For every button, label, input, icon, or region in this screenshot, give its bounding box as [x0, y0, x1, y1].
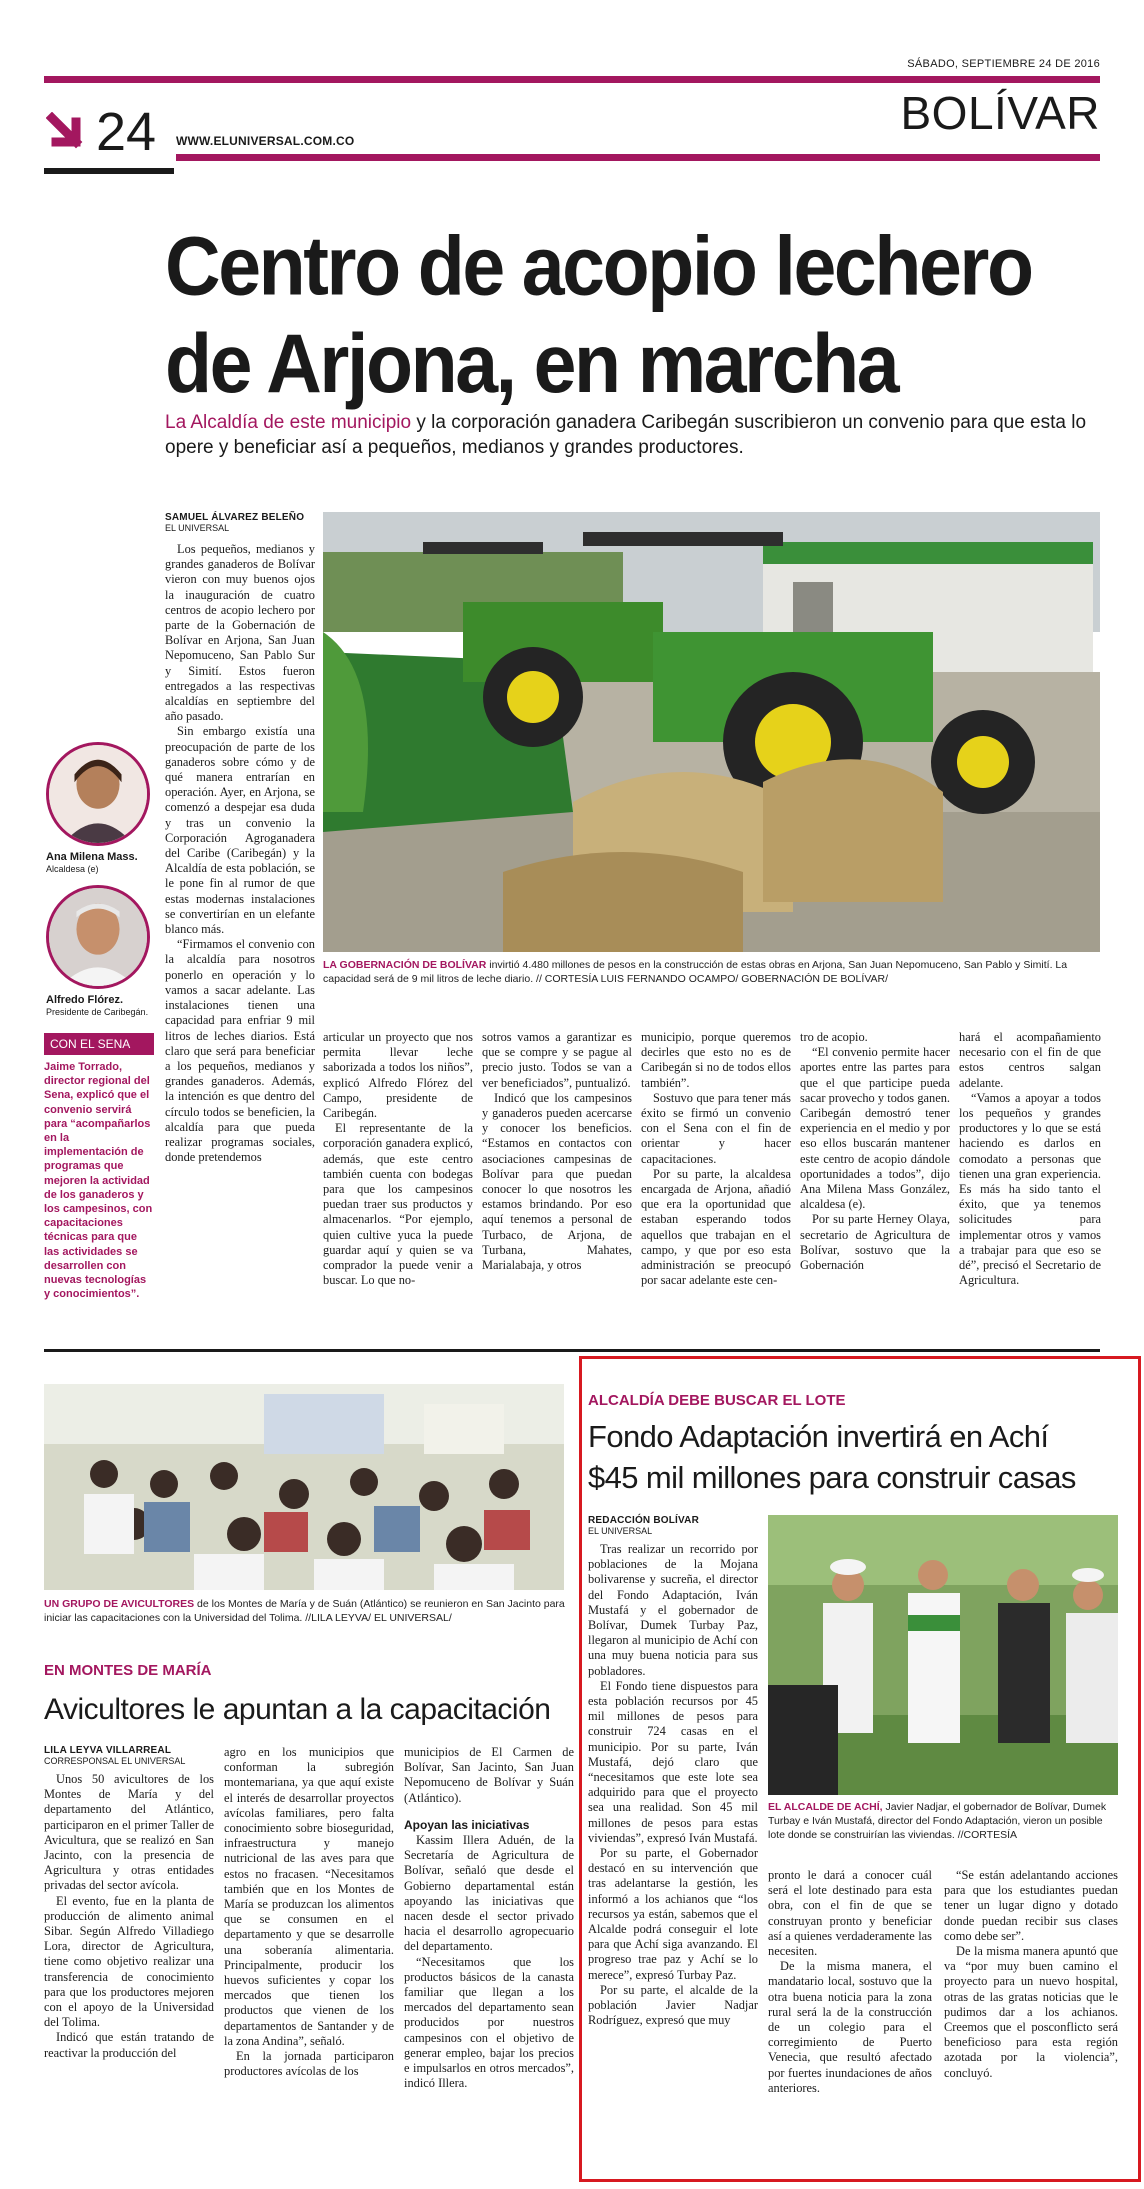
paragraph: articular un proyecto que nos permita llevar leche saborizada a todos los niños”, explicó Alfredo Flórez del Campo, presidente de Caribegán.: [323, 1030, 473, 1121]
paragraph: De la misma manera apuntó que va “por muy buen camino el proyecto para un nuevo hospital, otras de las gratas noticias que le pudimos dar a los achianos. Creemos que el posconflicto será beneficioso para esta región azotada por la violencia”, concluyó.: [944, 1944, 1118, 2080]
avicultores-kicker: EN MONTES DE MARÍA: [44, 1662, 212, 1679]
paragraph: En la jornada participaron productores avícolas de los: [224, 2049, 394, 2079]
caption-lead: LA GOBERNACIÓN DE BOLÍVAR: [323, 959, 487, 971]
byline-name: LILA LEYVA VILLARREAL: [44, 1745, 172, 1756]
paragraph: “Vamos a apoyar a todos los pequeños y grandes productores y lo que se está haciendo es darlos en comodato a personas que tienen una gran experiencia. Es más ha sido tanto el éxito, que ya tenemos solicitudes para implementar otros y vamos a trabajar para que eso se dé”, precisó el Secretario de Agricultura.: [959, 1090, 1101, 1288]
paragraph: municipios de El Carmen de Bolívar, San Jacinto, San Juan Nepomuceno de Bolívar y Suán (Atlántico).: [404, 1745, 574, 1805]
page-number: 24: [96, 102, 157, 162]
paragraph: Unos 50 avicultores de los Montes de María y del departamento del Atlántico, participaron en el primer Taller de Avicultura, que se realizó en San Jacinto, con la presencia de Agricultura y otras entidades privadas del sector avícola.: [44, 1772, 214, 1893]
main-headline-line2: de Arjona, en marcha: [165, 317, 898, 411]
byline-name: REDACCIÓN BOLÍVAR: [588, 1515, 699, 1526]
portrait2-name: Alfredo Flórez.: [46, 994, 124, 1006]
main-photo-caption: [323, 958, 1100, 986]
paragraph: sotros vamos a garantizar es que se compre y se pague al precio justo. Todos se van a ver beneficiados”, puntualizó.: [482, 1030, 632, 1090]
paragraph: hará el acompañamiento necesario con el fin de que estos centros salgan adelante.: [959, 1030, 1101, 1090]
paragraph: Sostuvo que para tener más éxito se firmó un convenio con el Sena con el fin de orientar y hacer capacitaciones.: [641, 1090, 791, 1166]
paragraph: Por su parte Herney Olaya, secretario de Agricultura de Bolívar, sostuvo que la Gobernación: [800, 1212, 950, 1273]
avatar-alfredo-florez: [46, 885, 150, 989]
subhead: Apoyan las iniciativas: [404, 1817, 530, 1832]
caption-lead: EL ALCALDE DE ACHÍ,: [768, 1801, 883, 1813]
main-column-2: [323, 1030, 473, 1288]
caption-rest: de los Montes de María y de Suán (Atlántico) se reunieron en San Jacinto para iniciar las capacitaciones con la Universidad del Tolima. //LILA LEYVA/ EL UNIVERSAL/: [44, 1598, 565, 1624]
paragraph: “Firmamos el convenio con la alcaldía para nosotros ponerlo en operación y lo vamos a sacar adelante. Las instalaciones tienen una capacidad para enfriar 9 mil litros de leches diarios. Está claro que será para beneficiar a los pequeños, medianos y grandes ganaderos. Además, la intención es que dentro del círculo todos se beneficien, la alcaldía para que pueda realizar programas sociales, donde pretendemos: [165, 937, 315, 1165]
paragraph: Por su parte, el alcalde de la población Javier Nadjar Rodríguez, expresó que muy: [588, 1982, 758, 2028]
avicultores-photo: [44, 1384, 564, 1590]
paragraph: Indicó que los campesinos y ganaderos pueden acercarse y conocer los beneficios. “Estamos en contactos con asociaciones campesinas de Bolívar para que puedan conocer lo que nosotros les estamos brindando. Por eso aquí tenemos a personal de Turbaco, de Arjona, de Turbana, Mahates, Marialabaja, y otros: [482, 1090, 632, 1273]
paragraph: Tras realizar un recorrido por poblaciones de la Mojana bolivarense y sucreña, el director del Fondo Adaptación, Iván Mustafá y el gobernador de Bolívar, Dumek Turbay Paz, llegaron al municipio de Achí con una muy buena noticia para sus pobladores.: [588, 1542, 758, 1678]
main-column-3: [482, 1030, 632, 1273]
fondo-column-3: [944, 1868, 1118, 2081]
paragraph: Por su parte, el Gobernador destacó en su intervención que tras adelantarse la gestión, les informó a los achianos que “los recursos ya están, sabemos que el Alcalde podrá conseguir el lote para que Achí siga avanzando. El progreso trae paz y Achí se lo merece”, expresó Turbay Paz.: [588, 1846, 758, 1982]
byline-org: EL UNIVERSAL: [165, 523, 230, 533]
fondo-photo: [768, 1515, 1118, 1795]
sidebar-title: CON EL SENA: [44, 1033, 154, 1055]
fondo-photo-caption: [768, 1800, 1118, 1842]
main-column-4: [641, 1030, 791, 1288]
fondo-headline: [588, 1416, 1133, 1498]
byline-org: CORRESPONSAL EL UNIVERSAL: [44, 1756, 186, 1766]
main-photo-tractors: [323, 512, 1100, 952]
main-column-5: [800, 1030, 950, 1273]
main-deck-rest: y la corporación ganadera Caribegán suscribieron un convenio para que esta lo opere y beneficiar así a pequeños, medianos y grandes productores.: [165, 412, 1087, 458]
avicultores-column-3: [404, 1745, 574, 2091]
portrait1-name: Ana Milena Mass.: [46, 851, 138, 863]
section-title: BOLÍVAR: [900, 87, 1100, 139]
section-divider: [44, 1349, 1100, 1352]
paragraph: pronto le dará a conocer cuál será el lote destinado para esta obra, con el fin de que se construyan pronto y beneficiar así a quienes verdaderamente las necesiten.: [768, 1868, 932, 1959]
arrow-icon: [46, 112, 92, 158]
portrait2-role: Presidente de Caribegán.: [46, 1007, 149, 1017]
header-url: WWW.ELUNIVERSAL.COM.CO: [176, 134, 355, 148]
page-number-block: [44, 96, 174, 174]
fondo-kicker: ALCALDÍA DEBE BUSCAR EL LOTE: [588, 1392, 846, 1409]
fondo-headline-line2: $45 mil millones para construir casas: [588, 1460, 1076, 1495]
avicultores-column-1: [44, 1772, 214, 2061]
paragraph: De la misma manera, el mandatario local, sostuvo que la otra buena noticia para la zona rural será la de la construcción de un colegio para el corregimiento de Puerto Venecia, que resultó afectado por fuertes inundaciones de años anteriores.: [768, 1959, 932, 2095]
main-intro-column: [165, 542, 315, 1165]
main-byline: [165, 512, 315, 533]
main-deck: [165, 410, 1100, 460]
caption-rest: invirtió 4.480 millones de pesos en la construcción de estas obras en Arjona, San Juan Nepomuceno, San Pablo y Simití. La capacidad será de 9 mil litros de leche diario. // CORTESÍA LUIS FERNANDO OCAMPO/ GOBERNACIÓN DE BOLÍVAR/: [323, 959, 1068, 985]
paragraph: tro de acopio.: [800, 1030, 868, 1044]
paragraph: El evento, fue en la planta de producción de alimento animal Sibar. Según Alfredo Villadiego Lora, director de Agricultura, tiene como objetivo realizar una transferencia de conocimiento para que los productores mejoren con el apoyo de la Universidad del Tolima.: [44, 1893, 214, 2030]
byline-name: SAMUEL ÁLVAREZ BELEÑO: [165, 512, 305, 523]
avicultores-headline: Avicultores le apuntan a la capacitación: [44, 1693, 551, 1726]
paragraph: Sin embargo existía una preocupación de parte de los ganaderos sobre cómo y de qué manera entrarían en operación. Ayer, en Arjona, se comenzó a despejar esa duda y tras un convenio la Corporación Agroganadera del Caribe (Caribegán) y la Alcaldía de esta población, se le pone fin al rumor de que estas modernas instalaciones se convertirían en un elefante blanco más.: [165, 724, 315, 937]
paragraph: Por su parte, la alcaldesa encargada de Arjona, añadió que era la oportunidad que estaban esperando todos aquellos que trabajan en el campo, y que por eso esta administración se preocupó por sacar adelante este cen-: [641, 1166, 791, 1288]
fondo-column-2: [768, 1868, 932, 2096]
paragraph: “Se están adelantando acciones para que los estudiantes puedan tener un lugar digno y dotado donde puedan recibir sus clases como debe ser”.: [944, 1868, 1118, 1943]
avicultores-photo-caption: [44, 1597, 569, 1625]
avatar-ana-milena-mass: [46, 742, 150, 846]
sidebar-text: Jaime Torrado, director regional del Sena, explicó que el convenio servirá para “acompañarlos en la implementación de programas que mejoren la actividad de los ganaderos y los campesinos, con capacitaciones técnicas para que las actividades se desarrollen con nuevas tecnologías y conocimientos”.: [44, 1061, 153, 1301]
paragraph: municipio, porque queremos decirles que esto no es de Caribegán si no de todos ellos también”.: [641, 1030, 791, 1090]
caption-rest: Javier Nadjar, el gobernador de Bolívar, Dumek Turbay e Iván Mustafá, director del Fondo Adaptación, vieron un posible lote donde se construirían las viviendas. //CORTESÍA: [768, 1801, 1107, 1841]
fondo-column-1: [588, 1542, 758, 2029]
caption-lead: UN GRUPO DE AVICULTORES: [44, 1598, 195, 1610]
paragraph: Kassim Illera Aduén, de la Secretaría de Agricultura de Bolívar, señaló que desde el Gobierno departamental están apoyando las iniciativas que nacen desde el sector privado hacia el desarrollo agropecuario del departamento.: [404, 1833, 574, 1954]
main-deck-lead: La Alcaldía de este municipio: [165, 412, 412, 433]
paragraph: Indicó que están tratando de reactivar la producción del: [44, 2030, 214, 2060]
paragraph: Los pequeños, medianos y grandes ganaderos de Bolívar vieron con muy buenos ojos la inauguración de cuatro centros de acopio lechero por parte de la Gobernación de Bolívar en Arjona, San Juan Nepomuceno, San Pablo Sur y Simití. Estos fueron entregados a las respectivas alcaldías en septiembre del año pasado.: [165, 542, 315, 724]
main-headline: [165, 218, 1095, 412]
portrait1-role: Alcaldesa (e): [46, 864, 99, 874]
main-column-6: [959, 1030, 1101, 1288]
avicultores-byline: [44, 1745, 214, 1766]
header-rule: [176, 154, 1100, 161]
paragraph: El representante de la corporación ganadera explicó, además, que este centro también cuenta con bodegas para que los campesinos puedan traer sus productos y almacenarlos. “Por ejemplo, quien cultive yuca la puede guardar aquí y quien se va comprador la puede venir a buscar. Lo que no-: [323, 1121, 473, 1288]
avicultores-column-2: [224, 1745, 394, 2079]
paragraph: agro en los municipios que conforman la subregión montemariana, ya que aquí existe el interés de desarrollar proyectos avícolas familiares, pero falta conocimiento sobre bioseguridad, infraestructura y manejo nutricional de las aves para que estos no fracasen. “Necesitamos también que en los Montes de María se produzcan los alimentos que se consumen en el departamento y que se desarrolle una soberanía alimentaria. Principalmente, producir los huevos suficientes y copar los mercados que tienen los productos que vienen de los departamentos de Santander y de la zona Andina”, señaló.: [224, 1745, 394, 2048]
top-rule: [44, 76, 1100, 83]
main-headline-line1: Centro de acopio lechero: [165, 220, 1032, 314]
paragraph: “El convenio permite hacer aportes entre las partes para que el que participe pueda sacar provecho y todos ganen. Caribegán demostró tener experiencia en el medio y por eso ellos buscarán mantener este centro de acopio dándole oportunidades a todos”, dijo Ana Milena Mass González, alcaldesa (e).: [800, 1045, 950, 1212]
paragraph: El Fondo tiene dispuestos para esta población recursos por 45 mil millones de pesos para construir 724 casas en el municipio. Por su parte, Iván Mustafá, dejó claro que “necesitamos que este lote sea adquirido para que el proyecto sea una realidad. Son 45 mil millones de pesos para estas viviendas”, expresó Iván Mustafá.: [588, 1678, 758, 1845]
header-date: SÁBADO, SEPTIEMBRE 24 DE 2016: [907, 58, 1100, 70]
fondo-byline: [588, 1515, 758, 1536]
byline-org: EL UNIVERSAL: [588, 1526, 653, 1536]
fondo-headline-line1: Fondo Adaptación invertirá en Achí: [588, 1419, 1049, 1454]
paragraph: “Necesitamos que los productos básicos de la canasta familiar que llegan a los mercados del departamento sean producidos por nuestros campesinos con el objetivo de generar empleo, bajar los precios e impulsarlos en otros mercados”, indicó Illera.: [404, 1954, 574, 2091]
